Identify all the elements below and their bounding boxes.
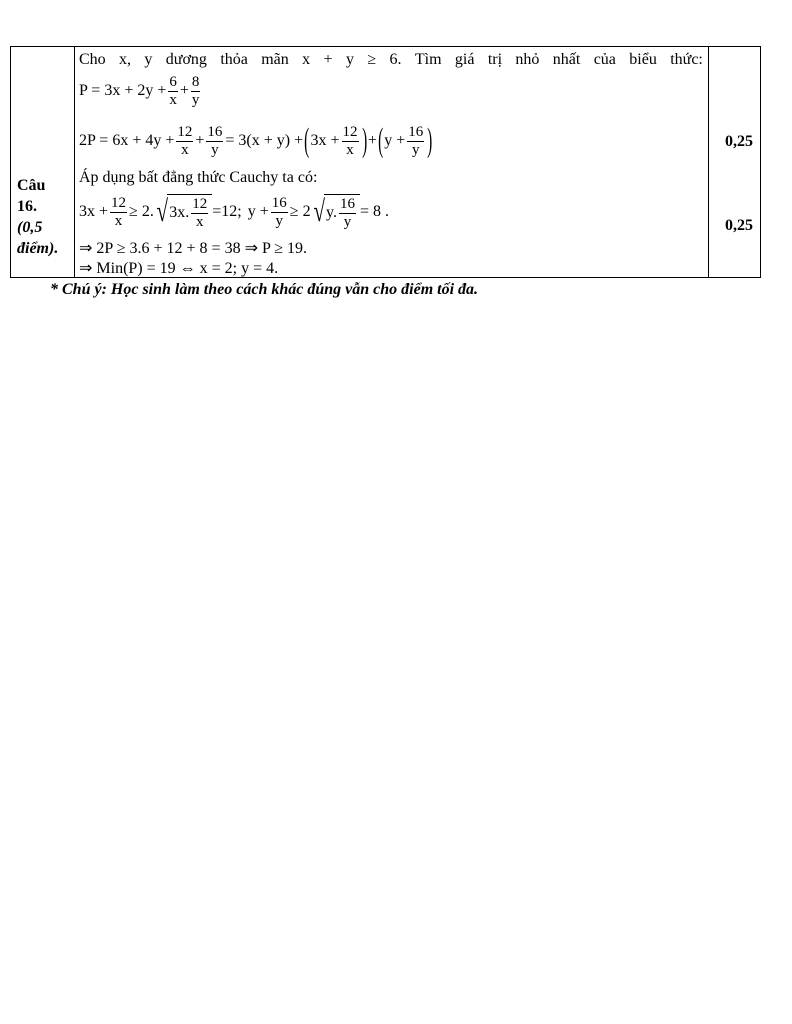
problem-word: y	[345, 51, 354, 68]
line-4: ⇒ Min(P) = 19 ⇔ x = 2; y = 4.	[79, 260, 279, 277]
radical-sign: √	[156, 195, 168, 228]
problem-word: +	[323, 51, 333, 68]
problem-word: Cho	[79, 51, 106, 68]
fraction	[271, 195, 288, 230]
denominator: x	[196, 213, 204, 230]
problem-word: dương	[165, 51, 207, 68]
left-paren: (	[377, 122, 384, 159]
numerator: 16	[408, 123, 424, 140]
result-2: = 8 .	[360, 203, 390, 220]
problem-word: biểu	[629, 51, 657, 68]
step2-part1: 3x +	[79, 203, 109, 220]
inequality-sign: ≥ 2.	[129, 203, 154, 220]
radical-sign: √	[313, 195, 325, 228]
question-cell	[17, 175, 73, 259]
fraction	[342, 124, 359, 159]
question-label: Câu	[17, 177, 46, 194]
fraction	[407, 124, 424, 159]
inequality-sign: ≥ 2	[289, 203, 311, 220]
problem-word: x	[302, 51, 311, 68]
right-paren: )	[427, 122, 433, 159]
paren2-start: y +	[384, 132, 406, 149]
step-3	[79, 237, 307, 259]
numerator: 12	[342, 123, 358, 140]
problem-statement	[79, 49, 703, 71]
denominator: x	[169, 91, 177, 108]
formula-lhs: P = 3x + 2y +	[79, 82, 167, 99]
step-1	[79, 119, 434, 163]
problem-word: thỏa	[220, 51, 248, 68]
step2-part2: y +	[247, 203, 269, 220]
step1-lhs: 2P = 6x + 4y +	[79, 132, 175, 149]
numerator: 12	[192, 195, 208, 212]
result-1: =12;	[212, 203, 242, 220]
radicand-prefix: 3x.	[169, 204, 190, 221]
numerator: 6	[169, 73, 177, 90]
left-paren: (	[304, 122, 310, 159]
step-4	[79, 257, 278, 279]
numerator: 12	[111, 194, 127, 211]
step1-middle: = 3(x + y) +	[225, 132, 304, 149]
numerator: 16	[271, 194, 287, 211]
denominator: x	[114, 212, 123, 229]
denominator: y	[191, 91, 200, 108]
fraction	[168, 74, 178, 109]
right-paren: )	[361, 122, 367, 159]
footnote: * Chú ý: Học sinh làm theo cách khác đúng vẫn cho điểm tối đa.	[50, 281, 479, 298]
problem-word: Tìm	[414, 51, 442, 68]
column-divider	[74, 47, 75, 277]
column-divider	[708, 47, 709, 277]
fraction	[176, 124, 193, 159]
question-points-unit: điểm).	[17, 240, 59, 257]
problem-word: 6.	[389, 51, 402, 68]
denominator: y	[411, 141, 420, 158]
numerator: 8	[191, 73, 200, 90]
problem-word: của	[593, 51, 616, 68]
denominator: y	[275, 212, 284, 229]
fraction	[110, 195, 127, 230]
problem-word: nhỏ	[515, 51, 540, 68]
problem-word: nhất	[552, 51, 581, 68]
problem-word: mãn	[261, 51, 289, 68]
fraction	[339, 196, 356, 231]
denominator: y	[343, 213, 352, 230]
problem-word: thức:	[670, 51, 703, 68]
denominator: x	[346, 141, 354, 158]
problem-word: trị	[487, 51, 503, 68]
step-2	[79, 188, 389, 236]
score-2: 0,25	[725, 217, 753, 234]
cauchy-text: Áp dụng bất đẳng thức Cauchy ta có:	[79, 169, 318, 186]
plus-sign: +	[367, 132, 377, 149]
fraction	[191, 196, 208, 231]
problem-word: ≥	[367, 51, 377, 68]
square-root	[311, 194, 360, 231]
cauchy-intro	[79, 167, 317, 189]
radicand-prefix: y.	[326, 204, 337, 221]
numerator: 16	[340, 195, 355, 212]
denominator: x	[181, 141, 189, 158]
numerator: 12	[177, 123, 193, 140]
line-3: ⇒ 2P ≥ 3.6 + 12 + 8 = 38 ⇒ P ≥ 19.	[79, 240, 308, 257]
problem-formula	[79, 69, 202, 113]
fraction	[206, 124, 223, 159]
square-root	[154, 194, 212, 231]
problem-word: x,	[119, 51, 132, 68]
denominator: y	[211, 141, 219, 158]
plus-sign: +	[179, 82, 189, 99]
answer-table	[10, 46, 761, 278]
plus-sign: +	[195, 132, 205, 149]
problem-word: y	[144, 51, 153, 68]
question-points: (0,5	[17, 219, 43, 236]
radicand	[167, 194, 212, 231]
problem-word: giá	[454, 51, 475, 68]
numerator: 16	[207, 123, 223, 140]
question-number: 16.	[17, 198, 37, 215]
fraction	[191, 74, 201, 109]
score-1: 0,25	[725, 133, 753, 150]
paren1-start: 3x +	[310, 132, 340, 149]
radicand	[324, 194, 360, 231]
